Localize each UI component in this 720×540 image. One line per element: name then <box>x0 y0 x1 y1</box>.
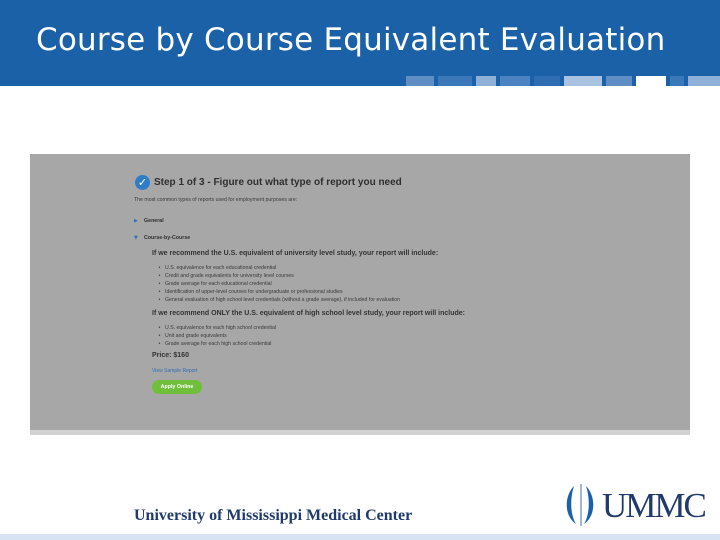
highschool-heading: If we recommend ONLY the U.S. equivalent of high school level study, your report will include: <box>152 310 465 317</box>
list-item: Credit and grade equivalents for university level courses <box>165 273 294 279</box>
slide-title: Course by Course Equivalent Evaluation <box>36 22 666 58</box>
step-title: Step 1 of 3 - Figure out what type of report you need <box>154 177 402 188</box>
institution-name: University of Mississippi Medical Center <box>134 507 413 524</box>
apply-online-button[interactable]: Apply Online <box>152 380 202 394</box>
section-general[interactable]: General <box>144 218 164 224</box>
sample-report-link[interactable]: View Sample Report <box>152 368 198 374</box>
header-stripes <box>0 76 720 86</box>
list-item: Unit and grade equivalents <box>165 333 227 339</box>
list-item: Grade average for each educational credential <box>165 281 272 287</box>
list-item: U.S. equivalence for each high school credential <box>165 325 277 331</box>
expand-arrow-icon[interactable]: ▶ <box>134 218 138 224</box>
intro-text: The most common types of reports used for employment purposes are: <box>134 197 298 203</box>
list-item: U.S. equivalence for each educational credential <box>165 265 277 271</box>
list-item: General evaluation of high school level credentials (without a grade average), if included for evaluation <box>165 297 401 303</box>
checkmark-icon: ✓ <box>135 175 150 190</box>
university-heading: If we recommend the U.S. equivalent of university level study, your report will include: <box>152 250 439 257</box>
section-course-by-course[interactable]: Course-by-Course <box>144 235 191 241</box>
list-item: Identification of upper-level courses for undergraduate or professional studies <box>165 289 343 295</box>
bottom-stripe <box>0 534 720 540</box>
list-item: Grade average for each high school credential <box>165 341 272 347</box>
embedded-screenshot: ✓ Step 1 of 3 - Figure out what type of report you need The most common types of reports used for employment purposes are: ▶ General ▼ Course-by-Course If we recommend the U.S. equivalent of university level study, your report will include: • U.S. equivalence for each educational credential • Credit and grade equivalents for university level courses • Grade average for each educational credential • Identification of upper-level courses for undergraduate or professional studies • General evaluation of high school level credentials (without a grade average), if included for evaluation If we recommend ONLY the U.S. equivalent of high school level study, your report will include: • U.S. equivalence for each high school credential • Unit and grade equivalents • Grade average for each high school credential Price: $160 View Sample Report Apply Online <box>30 154 690 434</box>
price-label: Price: $160 <box>152 352 189 359</box>
screenshot-bottom-border <box>30 430 690 435</box>
slide-header <box>0 0 720 86</box>
collapse-arrow-icon[interactable]: ▼ <box>134 235 138 241</box>
step-heading <box>135 175 402 190</box>
logo-text: UMMC <box>602 486 705 525</box>
